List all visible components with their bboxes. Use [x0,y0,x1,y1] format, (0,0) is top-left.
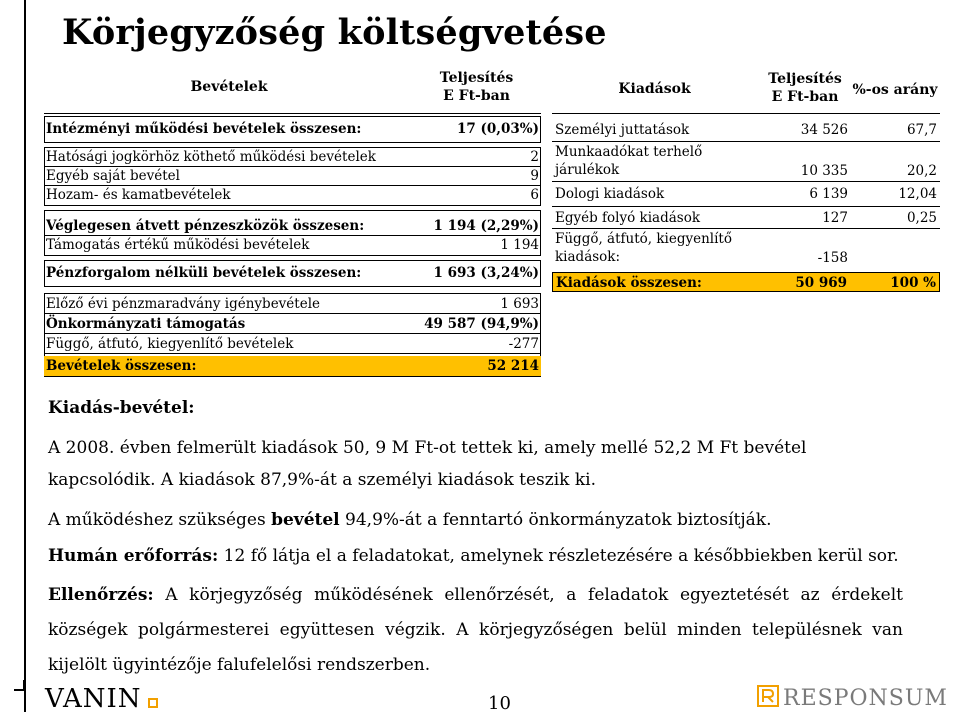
paragraph-keyword: bevétel [271,510,340,530]
table-row [44,264,541,282]
left-margin-bar [0,0,26,712]
row-label-line1: Munkaadókat terhelő [555,144,703,160]
revenue-table-header [44,67,541,114]
row-label-line1: Függő, átfutó, kiegyenlítő [555,231,732,247]
table-row [44,217,541,236]
table-row [552,228,940,269]
row-value: 6 [530,187,539,203]
row-label: Függő, átfutó, kiegyenlítő bevételek [46,336,294,352]
expense-table-header [552,67,940,114]
revenue-total-row [44,356,541,376]
expense-table [552,67,940,293]
page-number: 10 [488,693,511,714]
revenue-header-value-line1: Teljesítés [439,70,514,86]
paragraph-keyword: Ellenőrzés: [48,585,154,605]
row-label: Egyéb saját bevétel [46,168,180,184]
row-pct: 67,7 [906,122,937,138]
table-row [44,167,541,186]
revenue-header-label: Bevételek [190,79,268,95]
vanin-logo-square-icon [148,698,158,708]
responsum-logo-icon [757,685,779,707]
corner-mark-icon [14,680,26,692]
expense-header-label: Kiadások [618,81,691,97]
row-label: Pénzforgalom nélküli bevételek összesen: [46,265,362,281]
table-row [552,119,940,141]
row-value: 127 [822,210,848,226]
row-value: 1 693 (3,24%) [433,265,539,281]
paragraph-text: A körjegyzőség működésének ellenőrzését, a feladatok egyeztetését az érdekelt községek polgármesterei együttesen végzik. A körjegyzőségen belül minden településnek van kijelölt ügyintézője falufelelősi rendszerben. [48,585,903,675]
paragraph-text: A működéshez szükséges [48,510,272,530]
row-value: -158 [817,250,848,266]
table-row [44,148,541,167]
row-value: 1 194 [500,237,539,253]
row-value: 17 (0,03%) [457,121,539,137]
row-label: Egyéb folyó kiadások [555,210,701,226]
expense-header-pct: %-os arány [852,82,938,98]
paragraph-keyword: Humán erőforrás: [48,546,219,566]
row-label: Hozam- és kamatbevételek [46,187,231,203]
row-value: 6 139 [809,186,848,202]
revenue-header-value [419,69,534,105]
row-label: Intézményi működési bevételek összesen: [46,121,362,137]
expense-header-value-line2: E Ft-ban [771,89,839,105]
table-row [44,335,541,354]
paragraph-control [48,578,903,683]
expense-total-row [552,272,940,292]
table-row [44,236,541,254]
table-row [552,141,940,182]
table-row [552,206,940,229]
table-row [44,120,541,138]
paragraph-text: 94,9%-át a fenntartó önkormányzatok biztosítják. [339,510,772,530]
row-label [555,230,732,266]
left-margin-line [24,0,26,712]
revenue-table [44,67,541,377]
row-label: Hatósági jogkörhöz köthető működési bevételek [46,149,376,165]
row-label: Önkormányzati támogatás [46,316,246,332]
row-value: 9 [530,168,539,184]
row-label: Dologi kiadások [555,186,665,202]
paragraph-human-resources [48,540,903,572]
row-label: Személyi juttatások [555,122,690,138]
row-value: 50 969 [795,275,847,291]
row-label-line2: járulékok [555,162,620,178]
table-row [44,186,541,204]
row-value: 34 526 [800,122,848,138]
expense-header-value [760,70,850,106]
table-row [44,295,541,314]
row-pct: 20,2 [906,163,937,179]
table-row [44,315,541,334]
row-value: 1 693 [500,296,539,312]
section-title: Kiadás-bevétel: [48,398,195,418]
row-value: 49 587 (94,9%) [424,316,539,332]
row-pct: 0,25 [906,210,937,226]
paragraph-text: 12 fő látja el a feladatokat, amelynek részletezésére a későbbiekben kerül sor. [218,546,899,566]
responsum-logo: RESPONSUM [783,686,948,711]
row-label: Véglegesen átvett pénzeszközök összesen: [46,218,365,234]
vanin-logo: VANIN [45,684,142,714]
row-value: 52 214 [487,358,539,374]
revenue-header-value-line2: E Ft-ban [443,88,510,104]
table-row [552,181,940,206]
expense-header-value-line1: Teljesítés [768,71,842,87]
row-label [555,143,702,179]
row-label: Előző évi pénzmaradvány igénybevétele [46,296,321,312]
paragraph-summary: A 2008. évben felmerült kiadások 50, 9 M Ft-ot tettek ki, amely mellé 52,2 M Ft bevétel kapcsolódik. A kiadások 87,9%-át a személyi kiadások teszik ki. [48,438,807,490]
row-label: Kiadások összesen: [556,275,702,291]
row-value: 2 [530,149,539,165]
row-value: 10 335 [800,163,848,179]
row-pct: 100 % [890,275,936,291]
page-title: Körjegyzőség költségvetése [62,12,607,53]
row-label: Támogatás értékű működési bevételek [46,237,310,253]
row-label: Bevételek összesen: [46,358,197,374]
row-label-line2: kiadások: [555,249,621,265]
row-pct: 12,04 [898,186,937,202]
row-value: -277 [508,336,539,352]
paragraph-revenue [48,504,903,536]
row-value: 1 194 (2,29%) [433,218,539,234]
